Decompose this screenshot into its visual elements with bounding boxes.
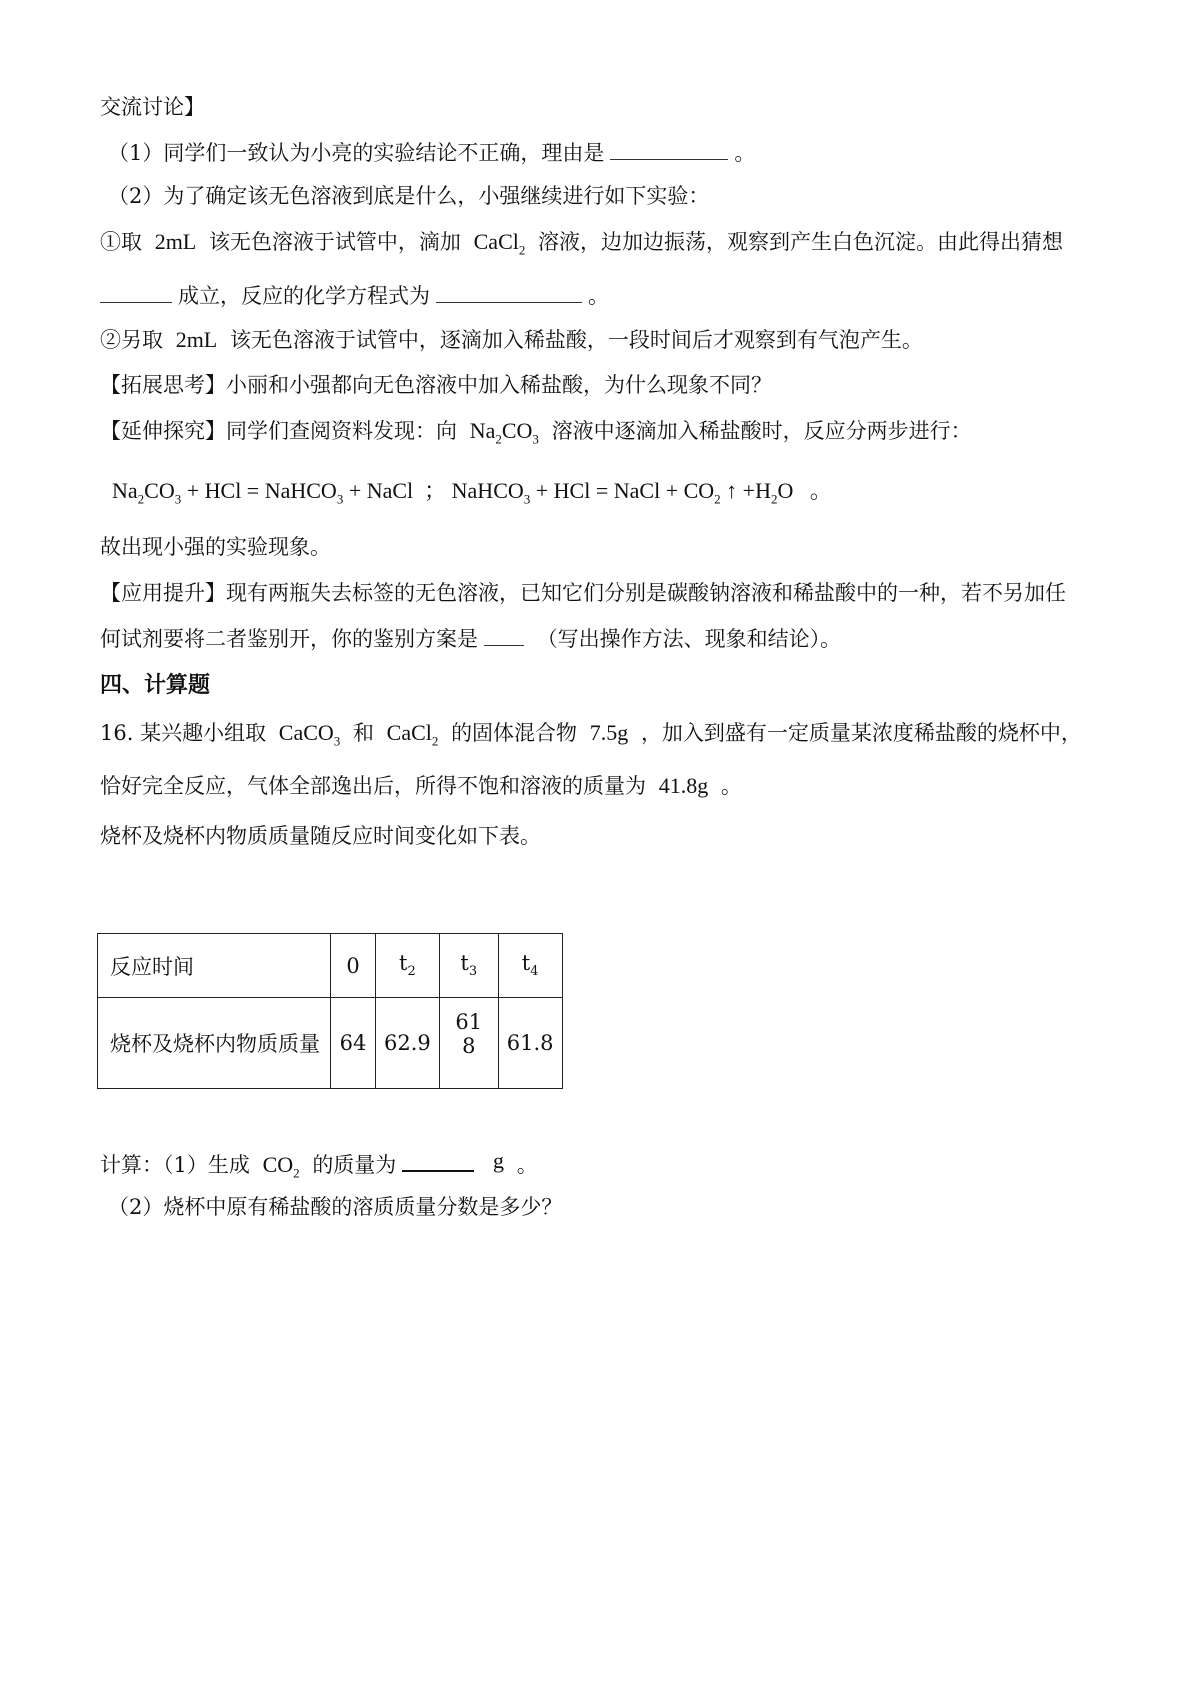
mass-value: 41.8g: [658, 773, 709, 798]
text: 溶液，边加边振荡，观察到产生白色沉淀。由此得出猜想: [538, 230, 1064, 254]
table-intro: [100, 821, 541, 851]
text: 恰好完全反应，气体全部逸出后，所得不饱和溶液的质量为: [100, 774, 646, 798]
extension-thinking: [100, 370, 772, 400]
text: 何试剂要将二者鉴别开，你的鉴别方案是: [100, 627, 478, 651]
formula-cacl2: CaCl$_2$: [386, 720, 439, 749]
text: （2）烧杯中原有稀盐酸的溶质质量分数是多少？: [108, 1195, 563, 1219]
extension-research: [100, 416, 972, 454]
answer-blank[interactable]: [402, 1148, 474, 1172]
text: 【延伸探究】同学们查阅资料发现：向: [100, 419, 457, 443]
time-label: t: [521, 951, 531, 976]
unit: g: [493, 1148, 504, 1173]
answer-blank[interactable]: [484, 623, 524, 646]
table-cell: [439, 998, 498, 1089]
step-1-cont: [100, 280, 609, 311]
application-cont: [100, 623, 841, 654]
text: 。: [516, 1153, 538, 1177]
answer-blank[interactable]: [100, 280, 172, 303]
cell-value: 61 8: [455, 1010, 483, 1058]
text: 【拓展思考】小丽和小强都向无色溶液中加入稀盐酸，为什么现象不同？: [100, 373, 772, 397]
conclusion-line: [100, 532, 331, 562]
mass-value: 7.5g: [589, 720, 629, 745]
text: 。: [720, 774, 742, 798]
question-16-cont: [100, 771, 742, 801]
text: 的质量为: [312, 1153, 397, 1177]
time-label: t: [399, 951, 408, 976]
text: ②另取: [100, 328, 163, 352]
step-1: [100, 227, 1063, 265]
formula-na2co3: $Na_2CO_3$: [469, 418, 539, 447]
section-heading: 四、计算题: [100, 673, 211, 698]
text: 烧杯及烧杯内物质质量随反应时间变化如下表。: [100, 824, 541, 848]
text: 故出现小强的实验现象。: [100, 535, 331, 559]
subscript: 4: [530, 964, 539, 980]
table-header-cell: 烧杯及烧杯内物质质量: [98, 998, 331, 1089]
question-16: [100, 718, 1082, 756]
text: （2）为了确定该无色溶液到底是什么，小强继续进行如下实验：: [108, 184, 710, 208]
text: （写出操作方法、现象和结论）。: [536, 627, 842, 651]
text: 【应用提升】现有两瓶失去标签的无色溶液，已知它们分别是碳酸钠溶液和稀盐酸中的一种，若不另加任: [100, 581, 1066, 605]
application: [100, 578, 1066, 608]
text: 溶液中逐滴加入稀盐酸时，反应分两步进行：: [551, 419, 972, 443]
text: 该无色溶液于试管中，滴加: [208, 230, 461, 254]
answer-blank[interactable]: [610, 137, 728, 160]
text: 计算：（1）生成: [100, 1153, 250, 1177]
formula-cacl2: CaCl$_2$: [473, 229, 526, 258]
subscript: 2: [407, 964, 416, 980]
table-cell: [498, 934, 562, 998]
text: 16. 某兴趣小组取: [100, 721, 267, 745]
volume: 2mL: [175, 327, 218, 352]
table-cell: [439, 934, 498, 998]
table-header-cell: 反应时间: [98, 934, 331, 998]
table-cell: 0: [331, 934, 376, 998]
text: 和: [352, 721, 374, 745]
question-1: [108, 137, 755, 168]
table-row: [98, 998, 563, 1089]
table-cell: 64: [331, 998, 376, 1089]
section-label-discussion: [100, 92, 205, 122]
text: 的固体混合物: [451, 721, 578, 745]
text: 交流讨论】: [100, 95, 205, 119]
data-table: [97, 933, 563, 1089]
volume: 2mL: [154, 229, 197, 254]
question-2: [108, 181, 709, 211]
answer-blank[interactable]: [436, 280, 582, 303]
subscript: 3: [468, 964, 478, 980]
text: （1）同学们一致认为小亮的实验结论不正确，理由是: [108, 141, 605, 165]
text: 该无色溶液于试管中，逐滴加入稀盐酸，一段时间后才观察到有气泡产生。: [229, 328, 923, 352]
text: 成立，反应的化学方程式为: [178, 284, 430, 308]
formula-co2: $CO_2$: [262, 1152, 300, 1181]
table-cell: [376, 934, 440, 998]
text: 。: [734, 141, 756, 165]
text: 。: [588, 284, 609, 308]
table-row: [98, 934, 563, 998]
table-cell: 62.9: [376, 998, 440, 1089]
time-label: t: [460, 951, 469, 976]
text: ，加入到盛有一定质量某浓度稀盐酸的烧杯中，: [640, 721, 1082, 745]
step-2: [100, 325, 923, 355]
calc-2: [108, 1192, 562, 1222]
formula-caco3: CaCO$_3$: [278, 720, 341, 749]
reaction-equations: $Na_2CO_3$ + HCl = NaHCO$_3$ + NaCl ； NaHCO$_3$ + HCl = NaCl + $CO_2$ ↑ $+H_2O$ 。: [112, 478, 832, 507]
text: ①取: [100, 230, 142, 254]
calc-1: [100, 1146, 538, 1188]
table-cell: 61.8: [498, 998, 562, 1089]
